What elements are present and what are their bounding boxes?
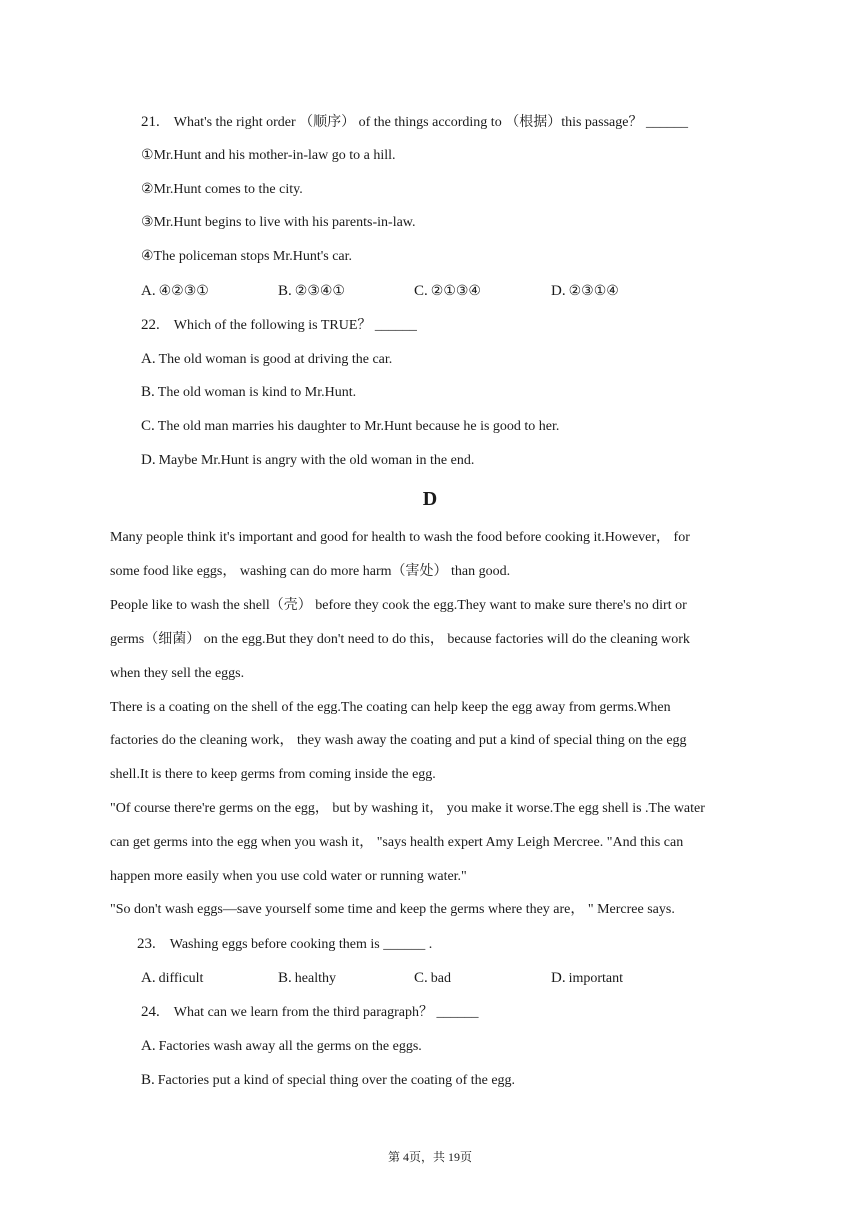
question-number: 24.: [141, 1004, 160, 1020]
q21-item-3: ③Mr.Hunt begins to live with his parents-in-law.: [141, 215, 416, 230]
q23-option-b: B. healthy: [278, 970, 336, 986]
q23-option-c: C. bad: [414, 970, 451, 986]
passage-line: People like to wash the shell（壳） before they cook the egg.They want to make sure there's no dirt or: [110, 598, 687, 613]
passage-line: Many people think it's important and good for health to wash the food before cooking it.However， for: [110, 530, 690, 545]
question-24: [141, 1002, 479, 1023]
passage-line: when they sell the eggs.: [110, 666, 245, 681]
q22-option-d: D. Maybe Mr.Hunt is angry with the old woman in the end.: [141, 452, 475, 468]
passage-line: germs（细菌） on the egg.But they don't need to do this， because factories will do the cleaning work: [110, 632, 690, 647]
passage-line: some food like eggs， washing can do more harm（害处） than good.: [110, 564, 511, 579]
question-21: [141, 112, 688, 133]
question-stem: What can we learn from the third paragraph？ ______: [173, 1005, 479, 1020]
q23-option-d: D. important: [551, 970, 624, 986]
page-footer: 第 4页，共 19页: [387, 1150, 472, 1164]
question-number: 22.: [141, 317, 160, 333]
q21-option-a: A. ④②③①: [141, 283, 209, 299]
q21-option-d: D. ②③①④: [551, 283, 619, 299]
passage-line: There is a coating on the shell of the egg.The coating can help keep the egg away from germs.When: [110, 700, 671, 715]
question-number: 23.: [137, 936, 156, 952]
q24-option-b: B. Factories put a kind of special thing over the coating of the egg.: [141, 1072, 516, 1088]
passage-line: shell.It is there to keep germs from coming inside the egg.: [110, 767, 436, 782]
passage-line: "So don't wash eggs—save yourself some time and keep the germs where they are， " Mercree says.: [110, 902, 675, 917]
q21-item-4: ④The policeman stops Mr.Hunt's car.: [141, 249, 353, 264]
q23-option-a: A. difficult: [141, 970, 204, 986]
section-title: D: [422, 488, 438, 510]
passage-line: can get germs into the egg when you wash it， "says health expert Amy Leigh Mercree. "And this can: [110, 835, 684, 850]
question-stem: What's the right order （顺序） of the things according to （根据）this passage？ ______: [173, 115, 688, 130]
q22-option-b: B. The old woman is kind to Mr.Hunt.: [141, 384, 357, 400]
question-stem: Washing eggs before cooking them is ______ .: [169, 937, 433, 952]
q22-option-c: C. The old man marries his daughter to Mr.Hunt because he is good to her.: [141, 418, 560, 434]
passage-line: factories do the cleaning work， they wash away the coating and put a kind of special thing on the egg: [110, 733, 687, 748]
q21-item-1: ①Mr.Hunt and his mother-in-law go to a hill.: [141, 148, 396, 163]
question-stem: Which of the following is TRUE？ ______: [173, 318, 417, 333]
q21-item-2: ②Mr.Hunt comes to the city.: [141, 182, 303, 197]
passage-line: "Of course there're germs on the egg， but by washing it， you make it worse.The egg shell is .The water: [110, 801, 705, 816]
q22-option-a: A. The old woman is good at driving the car.: [141, 351, 393, 367]
q24-option-a: A. Factories wash away all the germs on the eggs.: [141, 1038, 422, 1054]
question-number: 21.: [141, 114, 160, 130]
passage-line: happen more easily when you use cold water or running water.": [110, 869, 467, 884]
q21-option-b: B. ②③④①: [278, 283, 345, 299]
question-23: [137, 934, 432, 955]
question-22: [141, 315, 417, 336]
q21-option-c: C. ②①③④: [414, 283, 481, 299]
